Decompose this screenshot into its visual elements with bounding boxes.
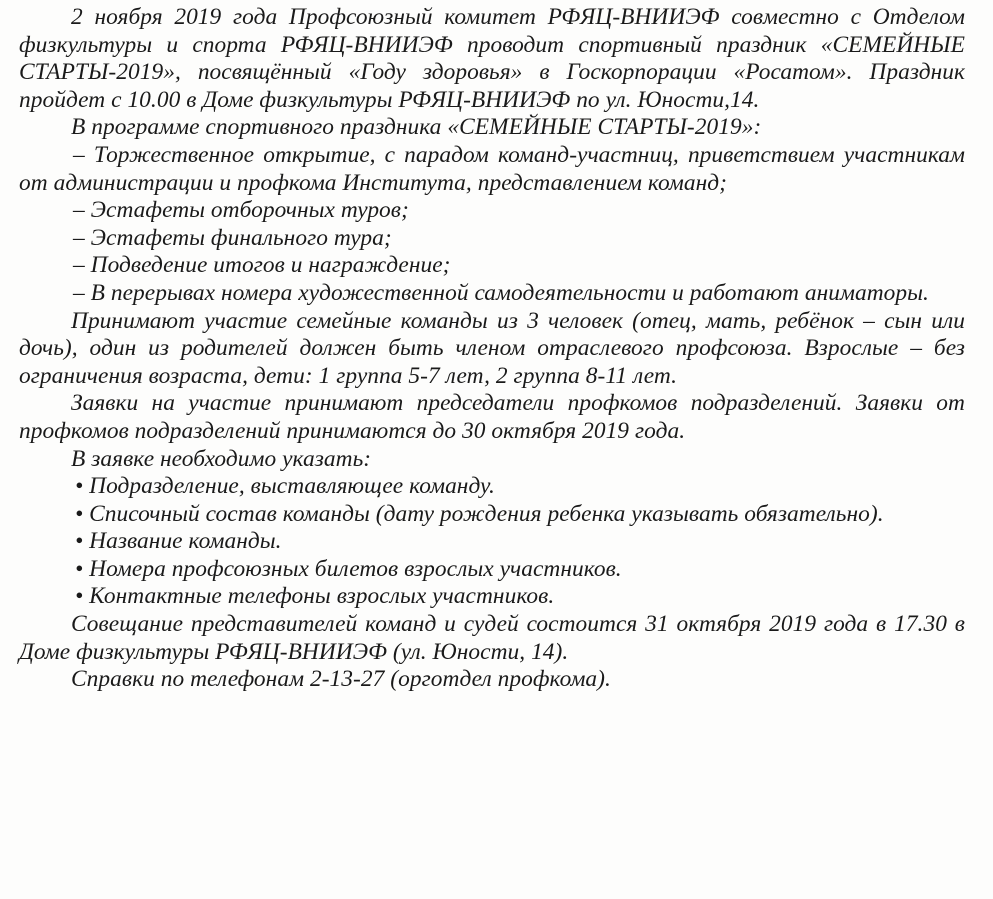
participants-paragraph: Принимают участие семейные команды из 3 человек (отец, мать, ребёнок – сын или дочь), один из родителей должен быть членом отраслевого профсоюза. Взрослые – без ограничения возраста, дети: 1 группа 5-7 лет, 2 группа 8-11 лет. bbox=[19, 307, 965, 389]
application-item: • Контактные телефоны взрослых участников. bbox=[75, 583, 555, 610]
program-heading: В программе спортивного праздника «СЕМЕЙНЫЕ СТАРТЫ-2019»: bbox=[71, 114, 762, 141]
application-item: • Списочный состав команды (дату рождения ребенка указывать обязательно). bbox=[75, 500, 884, 527]
application-item: • Номера профсоюзных билетов взрослых участников. bbox=[75, 555, 622, 582]
application-item: • Подразделение, выставляющее команду. bbox=[75, 473, 495, 500]
application-heading: В заявке необходимо указать: bbox=[71, 445, 372, 472]
program-item: – В перерывах номера художественной самодеятельности и работают аниматоры. bbox=[73, 279, 929, 306]
program-item: – Эстафеты отборочных туров; bbox=[73, 197, 409, 224]
program-item: – Эстафеты финального тура; bbox=[73, 224, 392, 251]
application-item: • Название команды. bbox=[75, 528, 282, 555]
contacts-paragraph: Справки по телефонам 2-13-27 (орготдел профкома). bbox=[71, 666, 611, 693]
meeting-paragraph: Совещание представителей команд и судей состоится 31 октября 2019 года в 17.30 в Доме физкультуры РФЯЦ-ВНИИЭФ (ул. Юности, 14). bbox=[19, 611, 965, 665]
program-item: – Торжественное открытие, с парадом команд-участниц, приветствием участникам от администрации и профкома Института, представлением команд; bbox=[19, 141, 965, 196]
document-body bbox=[19, 4, 965, 694]
applications-paragraph: Заявки на участие принимают председатели профкомов подразделений. Заявки от профкомов подразделений принимаются до 30 октября 2019 года. bbox=[19, 390, 965, 444]
intro-paragraph: 2 ноября 2019 года Профсоюзный комитет РФЯЦ-ВНИИЭФ совместно с Отделом физкультуры и спорта РФЯЦ-ВНИИЭФ проводит спортивный праздник «СЕМЕЙНЫЕ СТАРТЫ-2019», посвящённый «Году здоровья» в Госкорпорации «Росатом». Праздник пройдет с 10.00 в Доме физкультуры РФЯЦ-ВНИИЭФ по ул. Юности,14. bbox=[19, 4, 965, 113]
program-item: – Подведение итогов и награждение; bbox=[73, 252, 451, 279]
